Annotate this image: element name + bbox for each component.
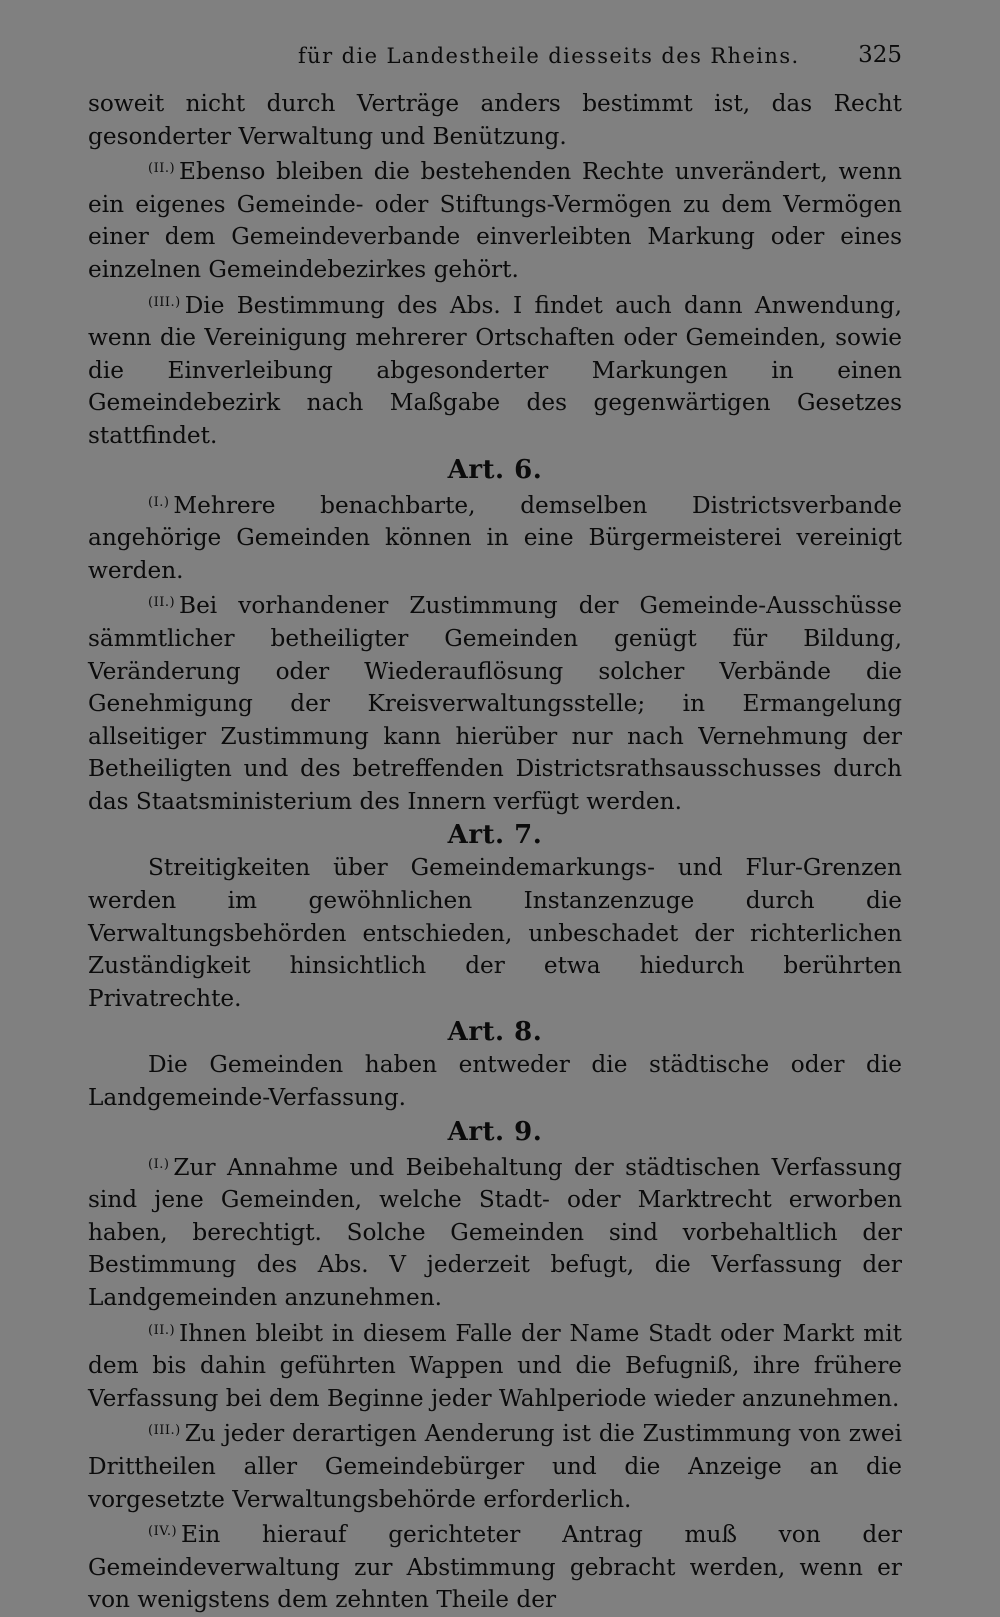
paragraph bbox=[88, 88, 902, 153]
paragraph-text: Ebenso bleiben die bestehenden Rechte unverändert, wenn ein eigenes Gemeinde- oder Stiftungs-Vermögen zu dem Vermögen einer dem Gemeindeverbande einverleibten Markung oder eines einzelnen Gemeindebezirkes gehört. bbox=[88, 158, 902, 283]
paragraph-number: (II.) bbox=[148, 161, 176, 177]
page-number: 325 bbox=[858, 42, 902, 68]
paragraph bbox=[88, 487, 902, 588]
paragraph bbox=[88, 1315, 902, 1416]
paragraph-number: (II.) bbox=[148, 1322, 176, 1338]
paragraph bbox=[88, 1049, 902, 1114]
paragraph bbox=[88, 852, 902, 1015]
paragraph-text: Die Gemeinden haben entweder die städtische oder die Landgemeinde-Verfassung. bbox=[88, 1051, 902, 1112]
article-heading: Art. 8. bbox=[447, 1017, 543, 1048]
paragraph-text: Ein hierauf gerichteter Antrag muß von der Gemeindeverwaltung zur Abstimmung gebracht werden, wenn er von wenigstens dem zehnten Theile der bbox=[88, 1521, 902, 1614]
paragraph-text: soweit nicht durch Verträge anders bestimmt ist, das Recht gesonderter Verwaltung und Benützung. bbox=[88, 90, 902, 150]
paragraph-text: Bei vorhandener Zustimmung der Gemeinde-Ausschüsse sämmtlicher betheiligter Gemeinden genügt für Bildung, Veränderung oder Wiederauflösung solcher Verbände die Genehmigung der Kreisverwaltungsstelle; in Ermangelung allseitiger Zustimmung kann hierüber nur nach Vernehmung der Betheiligten und des betreffenden Districtsrathsausschusses durch das Staatsministerium des Innern verfügt werden. bbox=[88, 592, 902, 815]
paragraph-text: Mehrere benachbarte, demselben Districtsverbande angehörige Gemeinden können in eine Bürgermeisterei vereinigt werden. bbox=[88, 491, 902, 584]
paragraph-text: Die Bestimmung des Abs. I findet auch dann Anwendung, wenn die Vereinigung mehrerer Ortschaften oder Gemeinden, sowie die Einverleibung abgesonderter Markungen in einen Gemeindebezirk nach Maßgabe des gegenwärtigen Gesetzes stattfindet. bbox=[88, 291, 902, 449]
body-text bbox=[88, 88, 902, 1617]
running-header bbox=[88, 36, 902, 82]
paragraph-text: Zur Annahme und Beibehaltung der städtischen Verfassung sind jene Gemeinden, welche Stadt- oder Marktrecht erworben haben, berechtigt. Solche Gemeinden sind vorbehaltlich der Bestimmung des Abs. V jederzeit befugt, die Verfassung der Landgemeinden anzunehmen. bbox=[88, 1153, 902, 1311]
paragraph-number: (III.) bbox=[148, 1423, 181, 1439]
paragraph bbox=[88, 153, 902, 286]
paragraph-text: Ihnen bleibt in diesem Falle der Name Stadt oder Markt mit dem bis dahin geführten Wappen und die Befugniß, ihre frühere Verfassung bei dem Beginne jeder Wahlperiode wieder anzunehmen. bbox=[88, 1319, 902, 1412]
paragraph bbox=[88, 1516, 902, 1617]
paragraph bbox=[88, 1415, 902, 1516]
paragraph bbox=[88, 587, 902, 818]
paragraph bbox=[88, 1149, 902, 1315]
paragraph-number: (II.) bbox=[148, 595, 176, 611]
article-heading: Art. 7. bbox=[447, 820, 543, 851]
paragraph bbox=[88, 287, 902, 453]
paragraph-number: (III.) bbox=[148, 294, 181, 310]
running-title: für die Landestheile diesseits des Rheins. bbox=[298, 44, 800, 68]
article-heading: Art. 9. bbox=[447, 1116, 543, 1147]
paragraph-text: Zu jeder derartigen Aenderung ist die Zustimmung von zwei Drittheilen aller Gemeindebürger und die Anzeige an die vorgesetzte Verwaltungsbehörde erforderlich. bbox=[88, 1420, 902, 1513]
paragraph-number: (IV.) bbox=[148, 1524, 178, 1540]
article-heading: Art. 6. bbox=[447, 454, 543, 485]
paragraph-number: (I.) bbox=[148, 1156, 170, 1172]
paragraph-text: Streitigkeiten über Gemeindemarkungs- und Flur-Grenzen werden im gewöhnlichen Instanzenzuge durch die Verwaltungsbehörden entschieden, unbeschadet der richterlichen Zuständigkeit hinsichtlich der etwa hiedurch berührten Privatrechte. bbox=[88, 854, 902, 1012]
paragraph-number: (I.) bbox=[148, 494, 170, 510]
